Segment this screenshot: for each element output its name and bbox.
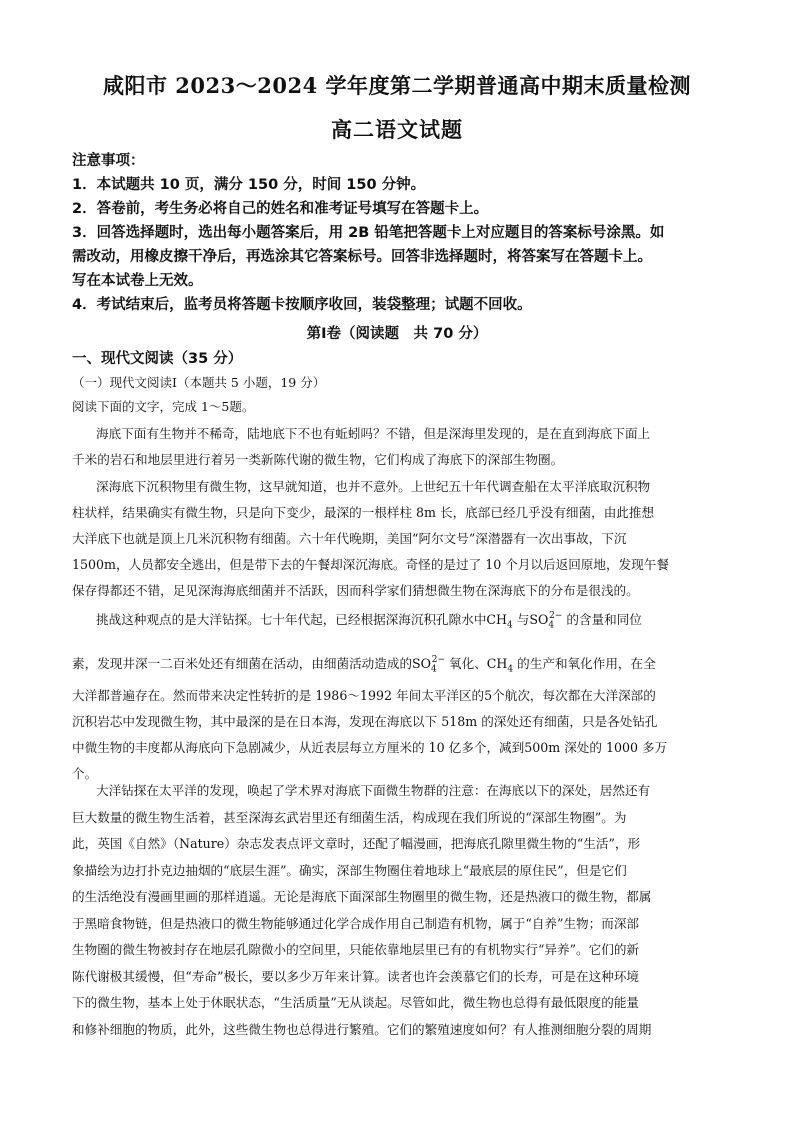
passage-line: 个。	[72, 765, 98, 781]
passage-paragraph-3	[72, 603, 722, 639]
subsection-title: （一）现代文阅读Ⅰ（本题共 5 小题，19 分）	[72, 375, 326, 390]
passage-line: 沉积岩芯中发现微生物，其中最深的是在日本海，发现在海底以下 518m 的深处还有细菌，只是各处钻孔	[72, 713, 658, 729]
text-run: 挑战这种观点的是大洋钻探。七十年代起，已经根据深海沉积孔隙水中	[96, 612, 487, 627]
exam-title: 咸阳市 2023～2024 学年度第二学期普通高中期末质量检测	[102, 73, 691, 98]
notes-line: 1．本试题共 10 页，满分 150 分，时间 150 分钟。	[72, 177, 426, 193]
passage-line: 和修补细胞的物质，此外，这些微生物也总得进行繁殖。它们的繁殖速度如何？有人推测细胞分裂的周期	[72, 1021, 652, 1037]
reading-instruction: 阅读下面的文字，完成 1～5题。	[72, 399, 255, 414]
passage-paragraph-3-cont	[72, 647, 722, 787]
notes-line: 3．回答选择题时，选出每小题答案后，用 2B 铅笔把答题卡上对应题目的答案标号涂黑。如	[72, 225, 665, 241]
formula-so4: $SO_4^{2-}$	[412, 655, 445, 675]
passage-line: 大洋底下也就是顶上几米沉积物有细菌。六十年代晚期，美国“阿尔文号”深潜器有一次出事故，下沉	[72, 531, 627, 546]
notes-line: 需改动，用橡皮擦干净后，再选涂其它答案标号。回答非选择题时，将答案写在答题卡上。	[72, 249, 652, 265]
formula-ch4: $CH_4$	[486, 656, 514, 675]
formula-so4: $SO_4^{2-}$	[529, 611, 563, 631]
passage-line: 柱状样，结果确实有微生物，只是向下变少，最深的一根样柱 8m 长，底部已经几乎没有细菌，由此推想	[72, 505, 655, 520]
passage-line: 巨大数量的微生物生活着，甚至深海玄武岩里还有细菌生活，构成现在我们所说的“深部生物圈”。为	[72, 809, 627, 825]
notes-block	[72, 149, 732, 317]
formula-ch4: $CH_4$	[486, 612, 513, 631]
passage-line: 下的微生物，基本上处于休眠状态，“生活质量”无从谈起。尽管如此，微生物也总得有最低限度的能量	[72, 995, 640, 1010]
passage-paragraph-4	[72, 778, 722, 1043]
text-run: 与	[512, 612, 530, 627]
part-title: 第Ⅰ卷（阅读题 共 70 分）	[306, 326, 488, 342]
exam-subtitle: 高二语文试题	[331, 117, 463, 142]
section-title: 一、现代文阅读（35 分）	[72, 351, 243, 367]
notes-line: 2．答卷前，考生务必将自己的姓名和准考证号填写在答题卡上。	[72, 201, 489, 217]
passage-line: 大洋钻探在太平洋的发现，唤起了学术界对海底下面微生物群的注意：在海底以下的深处，居然还有	[96, 783, 651, 798]
passage-line: 中微生物的丰度都从海底向下急剧减少，从近表层每立方厘米的 10 亿多个，减到500m 深处的 1000 多万	[72, 739, 668, 755]
text-run: 的含量和同位	[562, 612, 642, 627]
passage-line: 素，发现井深一二百米处还有细菌在活动，由细菌活动造成的$SO_4^{2-}$ 氧化、$CH_4$ 的生产和氧化作用，在全	[72, 655, 656, 675]
passage-line: 象描绘为边打扑克边抽烟的“底层生涯”。确实，深部生物圈住着地球上“最底层的原住民”，但是它们	[72, 862, 627, 878]
notes-line: 写在本试卷上无效。	[72, 273, 203, 289]
passage-line: 的生活绝没有漫画里画的那样逍遥。无论是海底下面深部生物圈里的微生物，还是热液口的微生物，都属	[72, 889, 652, 904]
passage-line: 保存得都还不错，足见深海海底细菌并不活跃，因而科学家们猜想微生物在深海底下的分布是很浅的。	[72, 583, 639, 598]
passage-line: 此，英国《自然》（Nature）杂志发表点评文章时，还配了幅漫画，把海底孔隙里微生物的“生活”，形	[72, 836, 641, 851]
passage-paragraph-2	[72, 474, 722, 604]
passage-line: 海底下面有生物并不稀奇，陆地底下不也有蚯蚓吗？不错，但是深海里发现的，是在直到海底下面上	[96, 426, 651, 441]
passage-line: 于黑暗食物链，但是热液口的微生物能够通过化学合成作用自己制造有机物，属于“自养”生物；而深部	[72, 915, 640, 931]
passage-line: 1500m，人员都安全逃出，但是带下去的午餐却深沉海底。奇怪的是过了 10 个月以后返回原地，发现午餐	[72, 557, 669, 572]
passage-line: 陈代谢极其缓慢，但“寿命”极长，要以多少万年来计算。读者也许会羡慕它们的长寿，可是在这种环境	[72, 968, 640, 984]
passage-paragraph-1	[72, 421, 722, 473]
notes-heading: 注意事项：	[72, 153, 145, 169]
passage-line	[72, 603, 722, 639]
notes-line: 4．考试结束后，监考员将答题卡按顺序收回，装袋整理；试题不回收。	[72, 297, 532, 313]
passage-line: 生物圈的微生物被封存在地层孔隙微小的空间里，只能依靠地层里已有的有机物实行“异养”。它们的新	[72, 942, 640, 957]
passage-line: 千米的岩石和地层里进行着另一类新陈代谢的微生物，它们构成了海底下的深部生物圈。	[72, 452, 564, 467]
passage-line: 深海底下沉积物里有微生物，这早就知道，也并不意外。上世纪五十年代调查船在太平洋底取沉积物	[96, 479, 651, 494]
passage-line: 大洋都普遍存在。然而带来决定性转折的是 1986～1992 年间太平洋区的5个航次，每次都在大洋深部的	[72, 687, 656, 703]
